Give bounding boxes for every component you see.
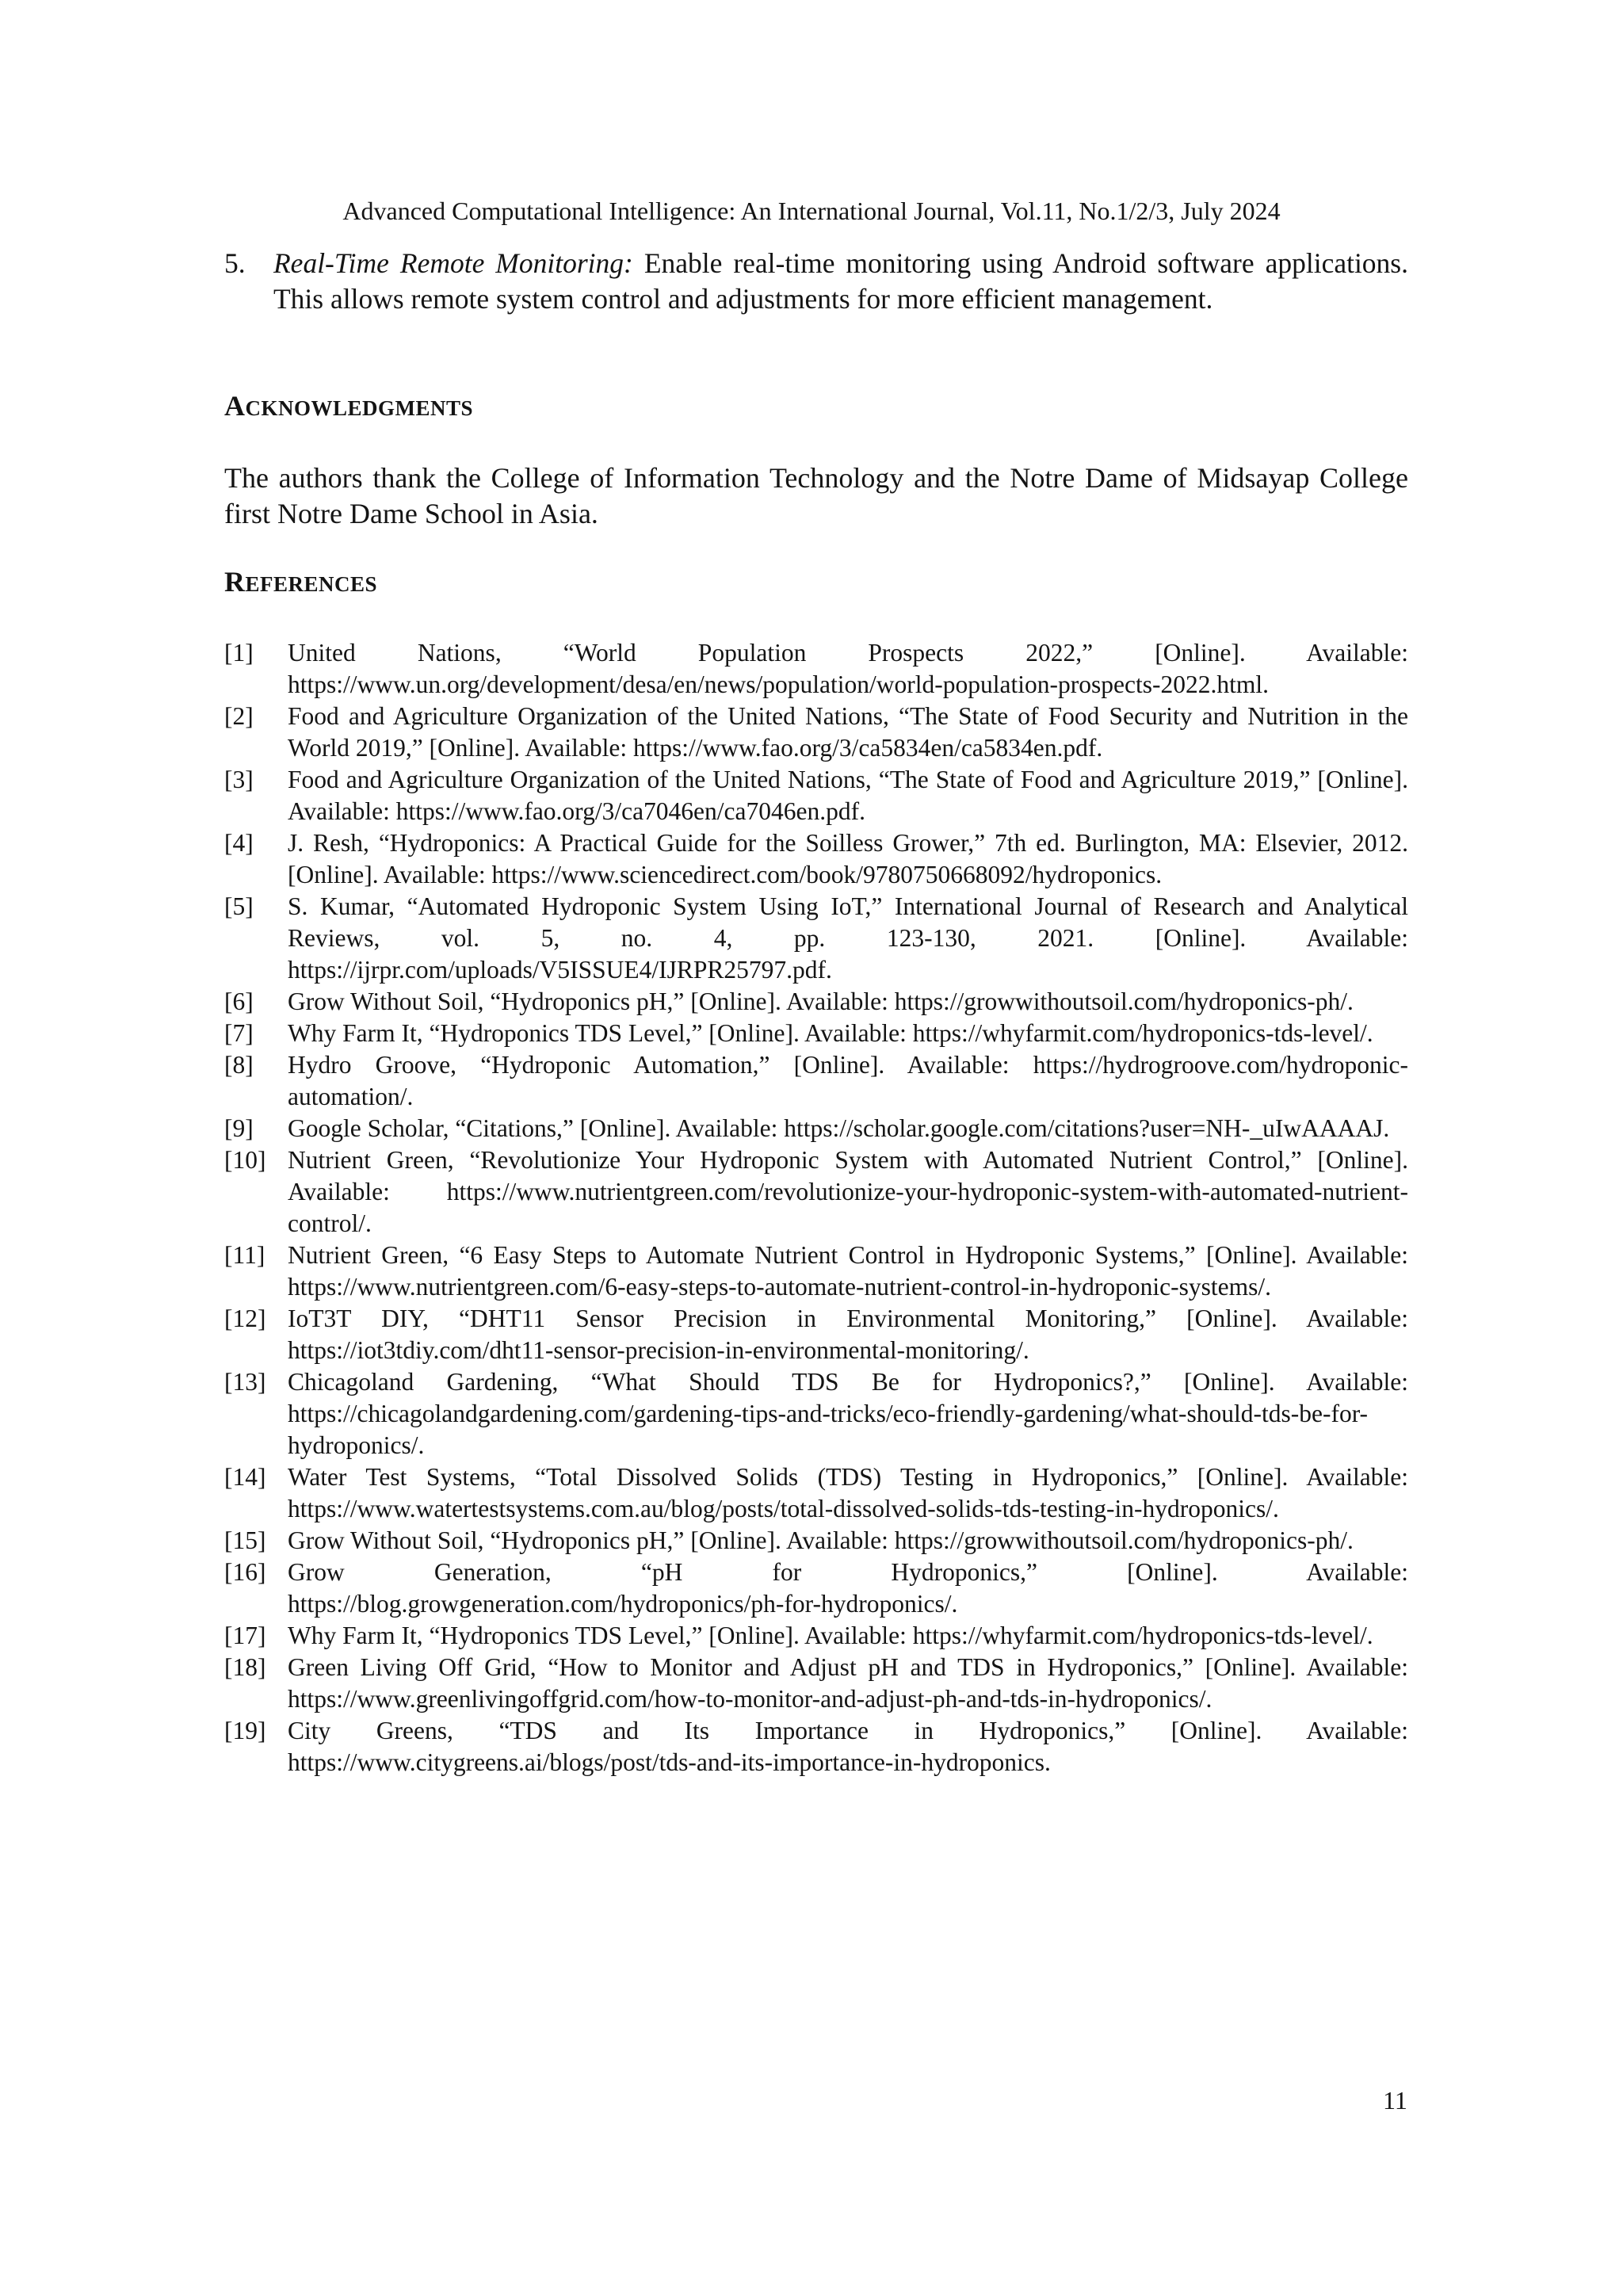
reference-number: [3]: [224, 766, 254, 793]
reference-item: [224, 764, 1408, 827]
reference-item: [224, 1715, 1408, 1778]
reference-text: J. Resh, “Hydroponics: A Practical Guide for the Soilless Grower,” 7th ed. Burlington, MA: Elsevier, 2012. [Online]. Available: https://www.sciencedirect.com/book/9780750668092/hydroponics.: [288, 829, 1408, 888]
list-item-real-time-monitoring: [224, 246, 1408, 317]
reference-item: [224, 1525, 1408, 1557]
reference-item: [224, 637, 1408, 701]
reference-number: [19]: [224, 1717, 266, 1744]
reference-text: Why Farm It, “Hydroponics TDS Level,” [Online]. Available: https://whyfarmit.com/hydroponics-tds-level/.: [288, 1019, 1373, 1047]
reference-item: [224, 986, 1408, 1018]
reference-number: [7]: [224, 1019, 254, 1047]
reference-number: [9]: [224, 1114, 254, 1142]
reference-item: [224, 891, 1408, 986]
reference-text: IoT3T DIY, “DHT11 Sensor Precision in Environmental Monitoring,” [Online]. Available: https://iot3tdiy.com/dht11-sensor-precision-in-environmental-monitoring/.: [288, 1305, 1408, 1364]
reference-text: Grow Generation, “pH for Hydroponics,” [Online]. Available: https://blog.growgeneration.com/hydroponics/ph-for-hydroponics/.: [288, 1558, 1408, 1618]
reference-item: [224, 1144, 1408, 1240]
reference-text: Why Farm It, “Hydroponics TDS Level,” [Online]. Available: https://whyfarmit.com/hydroponics-tds-level/.: [288, 1622, 1373, 1649]
reference-number: [18]: [224, 1653, 266, 1681]
reference-item: [224, 1366, 1408, 1461]
reference-number: [12]: [224, 1305, 266, 1332]
reference-number: [13]: [224, 1368, 266, 1396]
reference-text: Grow Without Soil, “Hydroponics pH,” [Online]. Available: https://growwithoutsoil.com/hydroponics-ph/.: [288, 1526, 1354, 1554]
reference-number: [15]: [224, 1526, 266, 1554]
reference-text: Chicagoland Gardening, “What Should TDS Be for Hydroponics?,” [Online]. Available: https://chicagolandgardening.com/gardening-tips-and-tricks/eco-friendly-gardening/what-should-tds-be-for-hydroponics/.: [288, 1368, 1408, 1459]
list-item-number: 5.: [224, 247, 246, 279]
acknowledgments-heading-initial: A: [224, 390, 246, 422]
reference-item: [224, 1303, 1408, 1366]
reference-text: Nutrient Green, “Revolutionize Your Hydroponic System with Automated Nutrient Control,” [Online]. Available: https://www.nutrientgreen.com/revolutionize-your-hydroponic-system-with-automated-nutrient-control/.: [288, 1146, 1408, 1237]
reference-item: [224, 1652, 1408, 1715]
reference-item: [224, 827, 1408, 891]
reference-item: [224, 1557, 1408, 1620]
reference-number: [10]: [224, 1146, 266, 1174]
reference-text: Hydro Groove, “Hydroponic Automation,” [Online]. Available: https://hydrogroove.com/hydroponic-automation/.: [288, 1051, 1408, 1110]
reference-item: [224, 701, 1408, 764]
references-heading-rest: EFERENCES: [245, 572, 378, 596]
reference-item: [224, 1049, 1408, 1113]
acknowledgments-text: The authors thank the College of Information Technology and the Notre Dame of Midsayap College first Notre Dame School in Asia.: [224, 462, 1408, 529]
reference-text: Nutrient Green, “6 Easy Steps to Automate Nutrient Control in Hydroponic Systems,” [Online]. Available: https://www.nutrientgreen.com/6-easy-steps-to-automate-nutrient-control-in-hydroponic-systems/.: [288, 1241, 1408, 1301]
reference-item: [224, 1018, 1408, 1049]
acknowledgments-heading-rest: CKNOWLEDGMENTS: [245, 396, 474, 420]
reference-text: Food and Agriculture Organization of the United Nations, “The State of Food and Agriculture 2019,” [Online]. Available: https://www.fao.org/3/ca7046en/ca7046en.pdf.: [288, 766, 1408, 825]
list-item-label: Real-Time Remote Monitoring:: [273, 247, 633, 279]
list-item-body: [273, 246, 1408, 317]
reference-number: [11]: [224, 1241, 265, 1269]
reference-item: [224, 1113, 1408, 1144]
reference-number: [8]: [224, 1051, 254, 1079]
references-heading: [224, 565, 377, 598]
reference-number: [4]: [224, 829, 254, 857]
reference-item: [224, 1240, 1408, 1303]
reference-item: [224, 1461, 1408, 1525]
reference-text: Water Test Systems, “Total Dissolved Solids (TDS) Testing in Hydroponics,” [Online]. Available: https://www.watertestsystems.com.au/blog/posts/total-dissolved-solids-tds-testing-in-hydroponics/.: [288, 1463, 1408, 1522]
reference-text: S. Kumar, “Automated Hydroponic System Using IoT,” International Journal of Research and Analytical Reviews, vol. 5, no. 4, pp. 123-130, 2021. [Online]. Available: https://ijrpr.com/uploads/V5ISSUE4/IJRPR25797.pdf.: [288, 892, 1408, 984]
reference-number: [17]: [224, 1622, 266, 1649]
reference-number: [16]: [224, 1558, 266, 1586]
reference-text: Green Living Off Grid, “How to Monitor and Adjust pH and TDS in Hydroponics,” [Online]. Available: https://www.greenlivingoffgrid.com/how-to-monitor-and-adjust-ph-and-tds-in-hydroponics/.: [288, 1653, 1408, 1713]
reference-text: Food and Agriculture Organization of the United Nations, “The State of Food Security and Nutrition in the World 2019,” [Online]. Available: https://www.fao.org/3/ca5834en/ca5834en.pdf.: [288, 702, 1408, 762]
reference-number: [6]: [224, 988, 254, 1015]
running-header: Advanced Computational Intelligence: An International Journal, Vol.11, No.1/2/3, July 2024: [342, 197, 1281, 225]
reference-item: [224, 1620, 1408, 1652]
reference-text: City Greens, “TDS and Its Importance in Hydroponics,” [Online]. Available: https://www.citygreens.ai/blogs/post/tds-and-its-importance-in-hydroponics.: [288, 1717, 1408, 1776]
reference-text: Grow Without Soil, “Hydroponics pH,” [Online]. Available: https://growwithoutsoil.com/hydroponics-ph/.: [288, 988, 1354, 1015]
reference-list: [224, 637, 1408, 1778]
list-item-text: Enable real-time monitoring using Android software applications. This allows remote system control and adjustments for more efficient management.: [273, 247, 1408, 315]
reference-number: [5]: [224, 892, 254, 920]
reference-number: [14]: [224, 1463, 266, 1491]
page-number: 11: [1383, 2086, 1407, 2115]
reference-text: Google Scholar, “Citations,” [Online]. Available: https://scholar.google.com/citations?user=NH-_uIwAAAAJ.: [288, 1114, 1390, 1142]
reference-number: [2]: [224, 702, 254, 730]
reference-text: United Nations, “World Population Prospects 2022,” [Online]. Available: https://www.un.org/development/desa/en/news/population/world-population-prospects-2022.html.: [288, 639, 1408, 698]
references-heading-initial: R: [224, 566, 246, 598]
acknowledgments-heading: [224, 389, 473, 422]
reference-number: [1]: [224, 639, 254, 667]
